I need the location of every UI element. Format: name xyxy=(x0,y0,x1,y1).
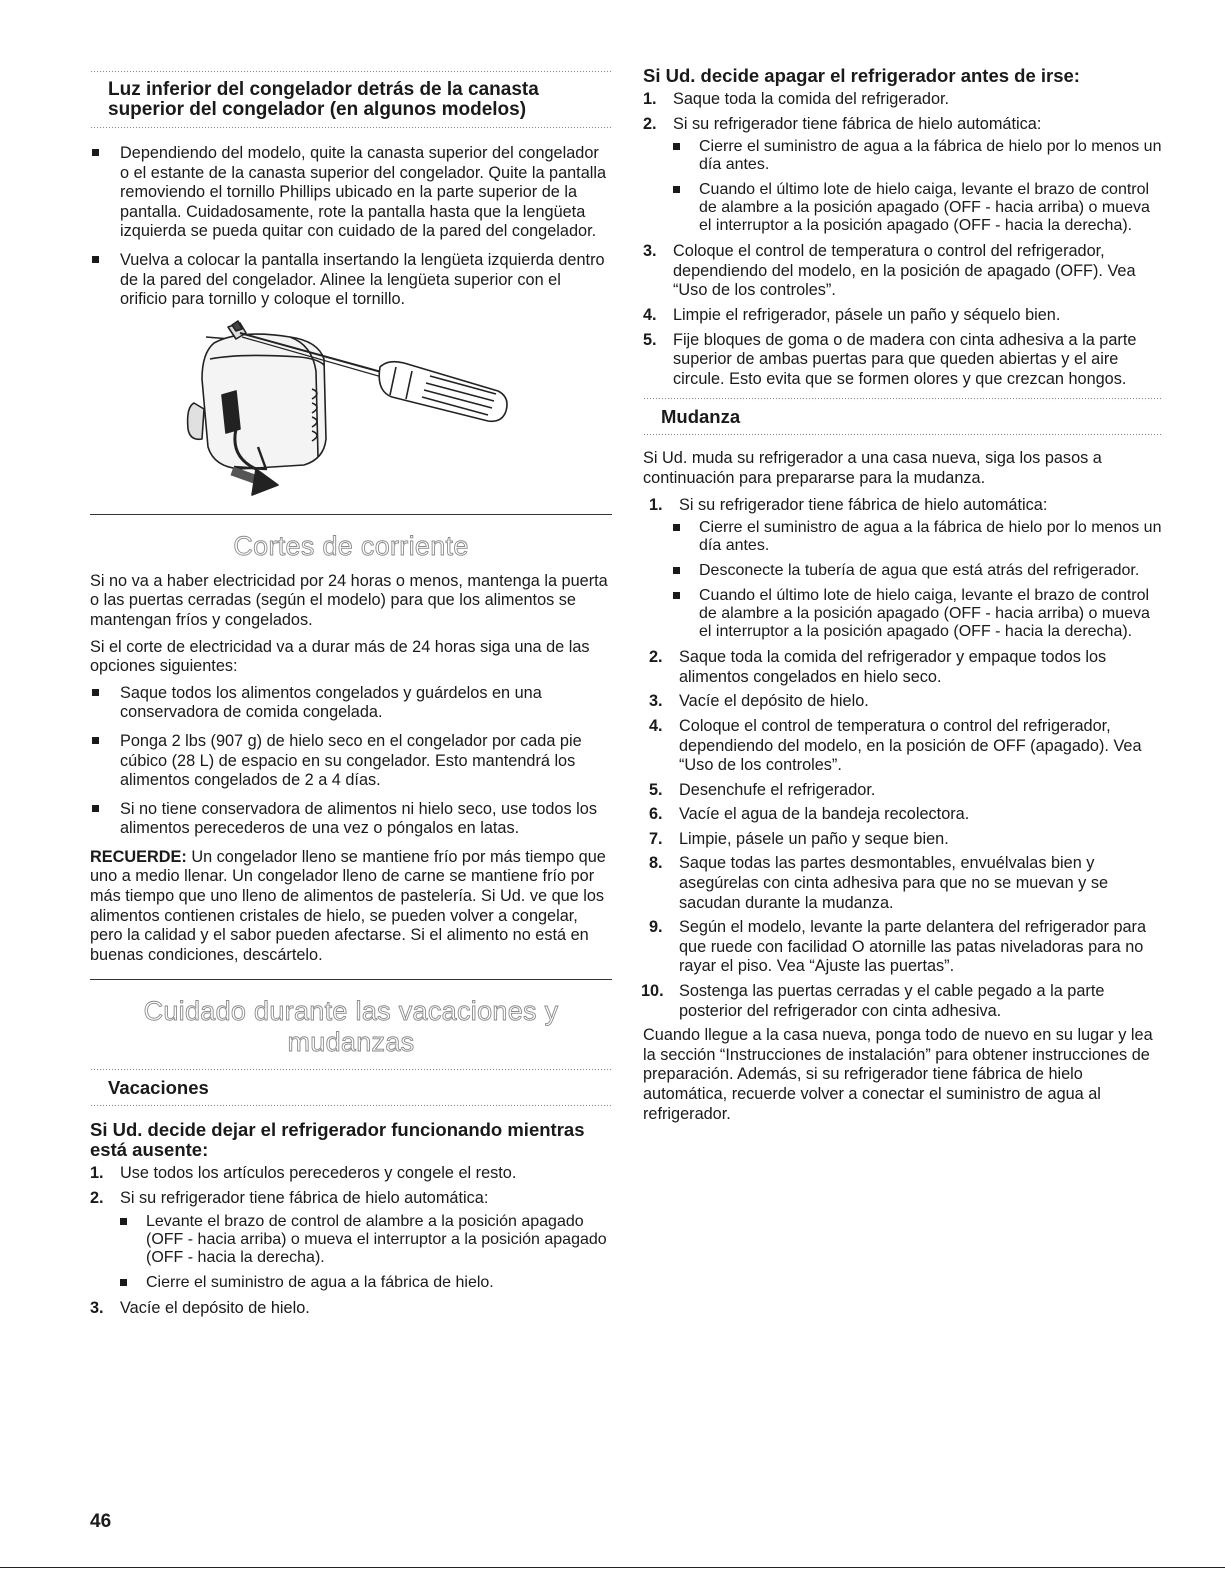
mudanza-outro: Cuando llegue a la casa nueva, ponga todo de nuevo en su lugar y lea la sección “Instrucciones de instalación” para obtener instrucciones de preparación. Además, si su refrigerador tiene fábrica de hielo automática, recuerde volver a conectar el suministro de agua al refrigerador. xyxy=(643,1026,1153,1123)
list-item: Cuando el último lote de hielo caiga, levante el brazo de control de alambre a la posición apagado (OFF - hacia arriba) o mueva el interruptor a la posición apagado (OFF - hacia la derecha). xyxy=(643,587,1163,641)
mudanza-heading: Mudanza xyxy=(661,406,741,428)
list-item: Dependiendo del modelo, quite la canasta superior del congelador o el estante de la canasta superior del congelador. Quite la pantalla removiendo el tornillo Phillips ubicado en la parte superior de la pantalla. Cuidadosamente, rote la pantalla hasta que la lengüeta izquierda se pueda quitar con cuidado de la pared del congelador. xyxy=(90,144,612,242)
running-steps xyxy=(90,1164,612,1318)
page-number: 46 xyxy=(90,1511,112,1532)
mudanza-sub-bullets xyxy=(643,519,1163,641)
vacaciones-heading-block xyxy=(90,1068,612,1108)
running-sub-bullets xyxy=(90,1213,612,1292)
list-item: Cierre el suministro de agua a la fábrica de hielo. xyxy=(90,1274,612,1292)
list-item: Cuando el último lote de hielo caiga, levante el brazo de control de alambre a la posición apagado (OFF - hacia arriba) o mueva el interruptor a la posición apagado (OFF - hacia la derecha). xyxy=(643,181,1163,235)
bottom-rule xyxy=(0,1567,1225,1568)
step-item: 5. Desenchufe el refrigerador. xyxy=(649,780,876,799)
list-item: Cierre el suministro de agua a la fábrica de hielo por lo menos un día antes. xyxy=(643,519,1163,555)
dotted-rule xyxy=(90,126,612,130)
step-item: 1. Si su refrigerador tiene fábrica de hielo automática: Cierre el suministro de agua a la fábrica de hielo por lo menos un día antes. Desconecte la tubería de agua que está atrás del refrigerador. Cuando el último lote de hielo caiga, levante el brazo de control de alambre a la posición apagado (OFF - hacia arriba) o mueva el interruptor a la posición apagado (OFF - hacia la derecha). xyxy=(643,496,1163,642)
step-item: 7. Limpie, pásele un paño y seque bien. xyxy=(649,829,949,848)
list-item: Cierre el suministro de agua a la fábrica de hielo por lo menos un día antes. xyxy=(643,138,1163,174)
step-item: 2. Saque toda la comida del refrigerador y empaque todos los alimentos congelados en hielo seco. xyxy=(649,648,1107,686)
remember-label: RECUERDE: xyxy=(90,847,187,866)
right-column xyxy=(643,66,1163,1131)
mudanza-intro: Si Ud. muda su refrigerador a una casa nueva, siga los pasos a continuación para prepararse para la mudanza. xyxy=(643,449,1102,487)
remember-paragraph xyxy=(90,848,612,966)
step-item: 3. Vacíe el depósito de hielo. xyxy=(90,1298,310,1317)
running-heading: Si Ud. decide dejar el refrigerador funcionando mientras está ausente: xyxy=(90,1119,585,1161)
off-steps xyxy=(643,90,1163,389)
list-item: Vuelva a colocar la pantalla insertando la lengüeta izquierda dentro de la pared del congelador. Alinee la lengüeta superior con el orificio para tornillo y coloque el tornillo. xyxy=(90,251,612,310)
list-item: Ponga 2 lbs (907 g) de hielo seco en el congelador por cada pie cúbico (28 L) de espacio en su congelador. Esto mantendrá los alimentos congelados de 2 a 4 días. xyxy=(90,732,612,791)
off-sub-bullets xyxy=(643,138,1163,235)
step-item: 4. Limpie el refrigerador, pásele un paño y séquelo bien. xyxy=(643,305,1061,324)
vacaciones-heading: Vacaciones xyxy=(108,1077,209,1099)
power-paragraph-2: Si el corte de electricidad va a durar más de 24 horas siga una de las opciones siguientes: xyxy=(90,637,590,676)
step-item: 3. Vacíe el depósito de hielo. xyxy=(649,692,869,711)
step-item: 2. Si su refrigerador tiene fábrica de hielo automática: Cierre el suministro de agua a la fábrica de hielo por lo menos un día antes. Cuando el último lote de hielo caiga, levante el brazo de control de alambre a la posición apagado (OFF - hacia arriba) o mueva el interruptor a la posición apagado (OFF - hacia la derecha). xyxy=(643,114,1162,235)
light-bullets xyxy=(90,144,612,310)
step-item: 6. Vacíe el agua de la bandeja recolectora. xyxy=(649,805,970,824)
light-heading-block xyxy=(90,70,612,130)
list-item: Levante el brazo de control de alambre a la posición apagado (OFF - hacia arriba) o mueva el interruptor a la posición apagado (OFF - hacia la derecha). xyxy=(90,1213,612,1267)
step-item: 2. Si su refrigerador tiene fábrica de hielo automática: Levante el brazo de control de alambre a la posición apagado (OFF - hacia arriba) o mueva el interruptor a la posición apagado (OFF - hacia la derecha). Cierre el suministro de agua a la fábrica de hielo. xyxy=(90,1189,612,1292)
step-item: 4. Coloque el control de temperatura o control del refrigerador, dependiendo del modelo, en la posición de OFF (apagado). Vea “Uso de los controles”. xyxy=(649,716,1142,775)
power-paragraph-1: Si no va a haber electricidad por 24 horas o menos, mantenga la puerta o las puertas cerradas (según el modelo) para que los alimentos se mantengan fríos y congelados. xyxy=(90,571,608,629)
step-item: 9. Según el modelo, levante la parte delantera del refrigerador para que ruede con facilidad O atornille las patas niveladoras para no rayar el piso. Vea “Ajuste las puertas”. xyxy=(649,918,1147,976)
power-title: Cortes de corriente xyxy=(233,530,469,561)
vacation-title-line-1: Cuidado durante las vacaciones y xyxy=(143,996,559,1027)
power-bullets xyxy=(90,684,612,839)
mudanza-heading-block xyxy=(643,397,1163,437)
remember-text: Un congelador lleno se mantiene frío por más tiempo que uno a medio llenar. Un congelador lleno de carne se mantiene frío por más tiempo que uno lleno de alimentos de pastelería. Si Ud. ve que los alimentos contienen cristales de hielo, se pueden volver a congelar, pero la calidad y el sabor pueden afectarse. Si el alimento no está en buenas condiciones, descártelo. xyxy=(90,847,606,964)
left-column xyxy=(90,66,612,1323)
dotted-rule xyxy=(90,1104,612,1108)
step-item: 3. Coloque el control de temperatura o control del refrigerador, dependiendo del modelo, en la posición de apagado (OFF). Vea “Uso de los controles”. xyxy=(643,242,1136,300)
figure-svg xyxy=(90,319,612,504)
dotted-rule xyxy=(643,433,1163,437)
step-item: 5. Fije bloques de goma o de madera con cinta adhesiva a la parte superior de ambas puertas para que queden abiertas y el aire circule. Esto evita que se formen olores y que crezcan hongos. xyxy=(643,330,1137,388)
off-heading: Si Ud. decide apagar el refrigerador antes de irse: xyxy=(643,65,1080,86)
list-item: Saque todos los alimentos congelados y guárdelos en una conservadora de comida congelada. xyxy=(90,684,612,723)
light-shield-screwdriver-illustration xyxy=(90,319,612,504)
section-rule xyxy=(90,979,612,980)
section-rule xyxy=(90,514,612,515)
step-item: 10. Sostenga las puertas cerradas y el cable pegado a la parte posterior del refrigerador con cinta adhesiva. xyxy=(641,982,1105,1020)
step-item: 8. Saque todas las partes desmontables, envuélvalas bien y asegúrelas con cinta adhesiva para que no se muevan y se sacudan durante la mudanza. xyxy=(649,854,1109,912)
mudanza-steps xyxy=(643,496,1163,1022)
vacation-title-line-2: mudanzas xyxy=(287,1027,415,1058)
step-item: 1. Saque toda la comida del refrigerador. xyxy=(643,90,950,108)
light-heading: Luz inferior del congelador detrás de la canasta superior del congelador (en algunos modelos) xyxy=(108,79,539,120)
step-item: 1. Use todos los artículos perecederos y congele el resto. xyxy=(90,1164,517,1183)
list-item: Si no tiene conservadora de alimentos ni hielo seco, use todos los alimentos perecederos de una vez o póngalos en latas. xyxy=(90,800,612,839)
list-item: Desconecte la tubería de agua que está atrás del refrigerador. xyxy=(643,562,1163,580)
